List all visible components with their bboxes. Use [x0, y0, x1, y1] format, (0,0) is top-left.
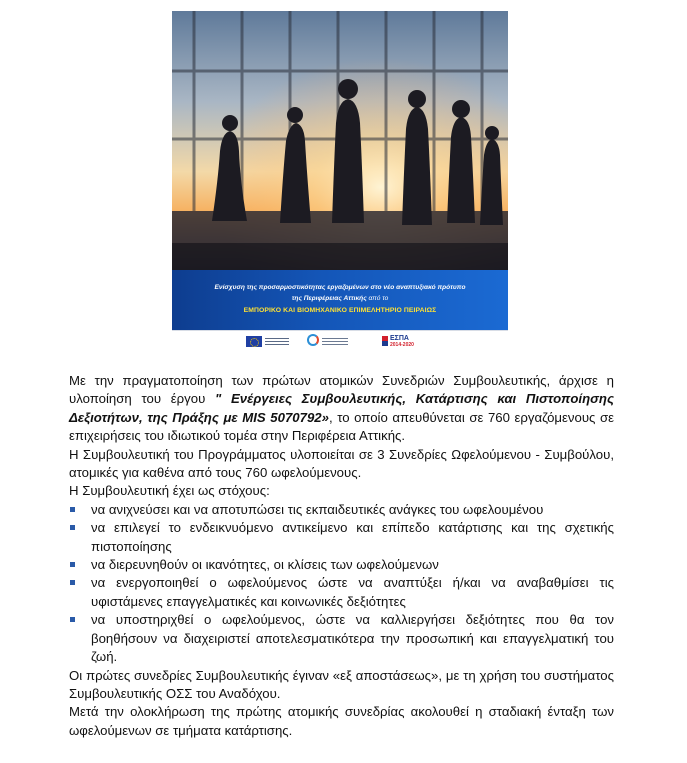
banner-chamber-name: ΕΜΠΟΡΙΚΟ ΚΑΙ ΒΙΟΜΗΧΑΝΙΚΟ ΕΠΙΜΕΛΗΤΗΡΙΟ ΠΕΙΡΑΙΩΣ: [243, 307, 437, 314]
eu-flag-logo: [246, 336, 262, 347]
bullet-square-icon: [70, 525, 75, 530]
region-caption: [322, 336, 348, 347]
paragraph-goals-heading: Η Συμβουλευτική έχει ως στόχους:: [69, 483, 270, 499]
project-banner: [172, 270, 508, 330]
bullet-square-icon: [70, 617, 75, 622]
goals-list: [69, 501, 614, 667]
region-attica-logo: [307, 334, 319, 346]
espa-flag-icon: [382, 336, 388, 346]
espa-label: ΕΣΠΑ: [390, 335, 409, 342]
banner-region: της Περιφέρειας Αττικής: [291, 295, 367, 302]
espa-logo: [390, 335, 416, 348]
paragraph-intro: Με την πραγματοποίηση των πρώτων ατομικών Συνεδριών Συμβουλευτικής, άρχισε η υλοποίηση του έργου " Ενέργειες Συμβουλευτικής, Κατάρτισης και Πιστοποίησης Δεξιοτήτων, της Πράξης με MIS 5070792», το οποίο απευθύνεται σε 760 εργαζόμενους σε επιχειρήσεις του ιδιωτικού τομέα στην Περιφέρεια Αττικής.: [69, 373, 614, 444]
eu-fund-caption: [265, 336, 289, 347]
sponsor-logos: [172, 330, 508, 351]
article-body: [69, 372, 614, 740]
business-people-photo: [172, 11, 508, 270]
paragraph-remote-sessions: Οι πρώτες συνεδρίες Συμβουλευτικής έγιναν «εξ αποστάσεως», με τη χρήση του συστήματος Συμβουλευτικής ΟΣΣ του Αναδόχου.: [69, 667, 614, 701]
bullet-square-icon: [70, 507, 75, 512]
list-item: να διερευνηθούν οι ικανότητες, οι κλίσεις των ωφελούμενων: [69, 556, 614, 574]
project-title: " Ενέργειες Συμβουλευτικής, Κατάρτισης και Πιστοποίησης Δεξιοτήτων, της Πράξης με MIS 5070792»: [69, 391, 614, 425]
project-poster: [172, 11, 508, 351]
banner-from: από το: [366, 295, 389, 302]
list-item: να ανιχνεύσει και να αποτυπώσει τις εκπαιδευτικές ανάγκες του ωφελουμένου: [69, 501, 614, 519]
list-item: να επιλεγεί το ενδεικνυόμενο αντικείμενο και επίπεδο κατάρτισης και της σχετικής πιστοποίησης: [69, 519, 614, 556]
bullet-square-icon: [70, 562, 75, 567]
paragraph-next-steps: Μετά την ολοκλήρωση της πρώτης ατομικής συνεδρίας ακολουθεί η σταδιακή ένταξη των ωφελούμενων σε τμήματα κατάρτισης.: [69, 704, 614, 738]
list-item: να ενεργοποιηθεί ο ωφελούμενος ώστε να αναπτύξει ή/και να αναβαθμίσει τις υφιστάμενες επαγγελματικές και κοινωνικές δεξιότητες: [69, 574, 614, 611]
banner-line-2: [172, 295, 508, 302]
bullet-square-icon: [70, 580, 75, 585]
banner-line-1: Ενίσχυση της προσαρμοστικότητας εργαζομένων στο νέο αναπτυξιακό πρότυπο: [214, 284, 466, 291]
list-item: να υποστηριχθεί ο ωφελούμενος, ώστε να καλλιεργήσει δεξιότητες που θα τον βοηθήσουν να διαχειριστεί αποτελεσματικότερα την προσωπική και επαγγελματική του ζωή.: [69, 611, 614, 666]
espa-years: 2014-2020: [390, 342, 414, 348]
paragraph-sessions: Η Συμβουλευτική του Προγράμματος υλοποιείται σε 3 Συνεδρίες Ωφελούμενου - Συμβούλου, ατομικές για καθένα από τους 760 ωφελούμενους.: [69, 446, 614, 481]
